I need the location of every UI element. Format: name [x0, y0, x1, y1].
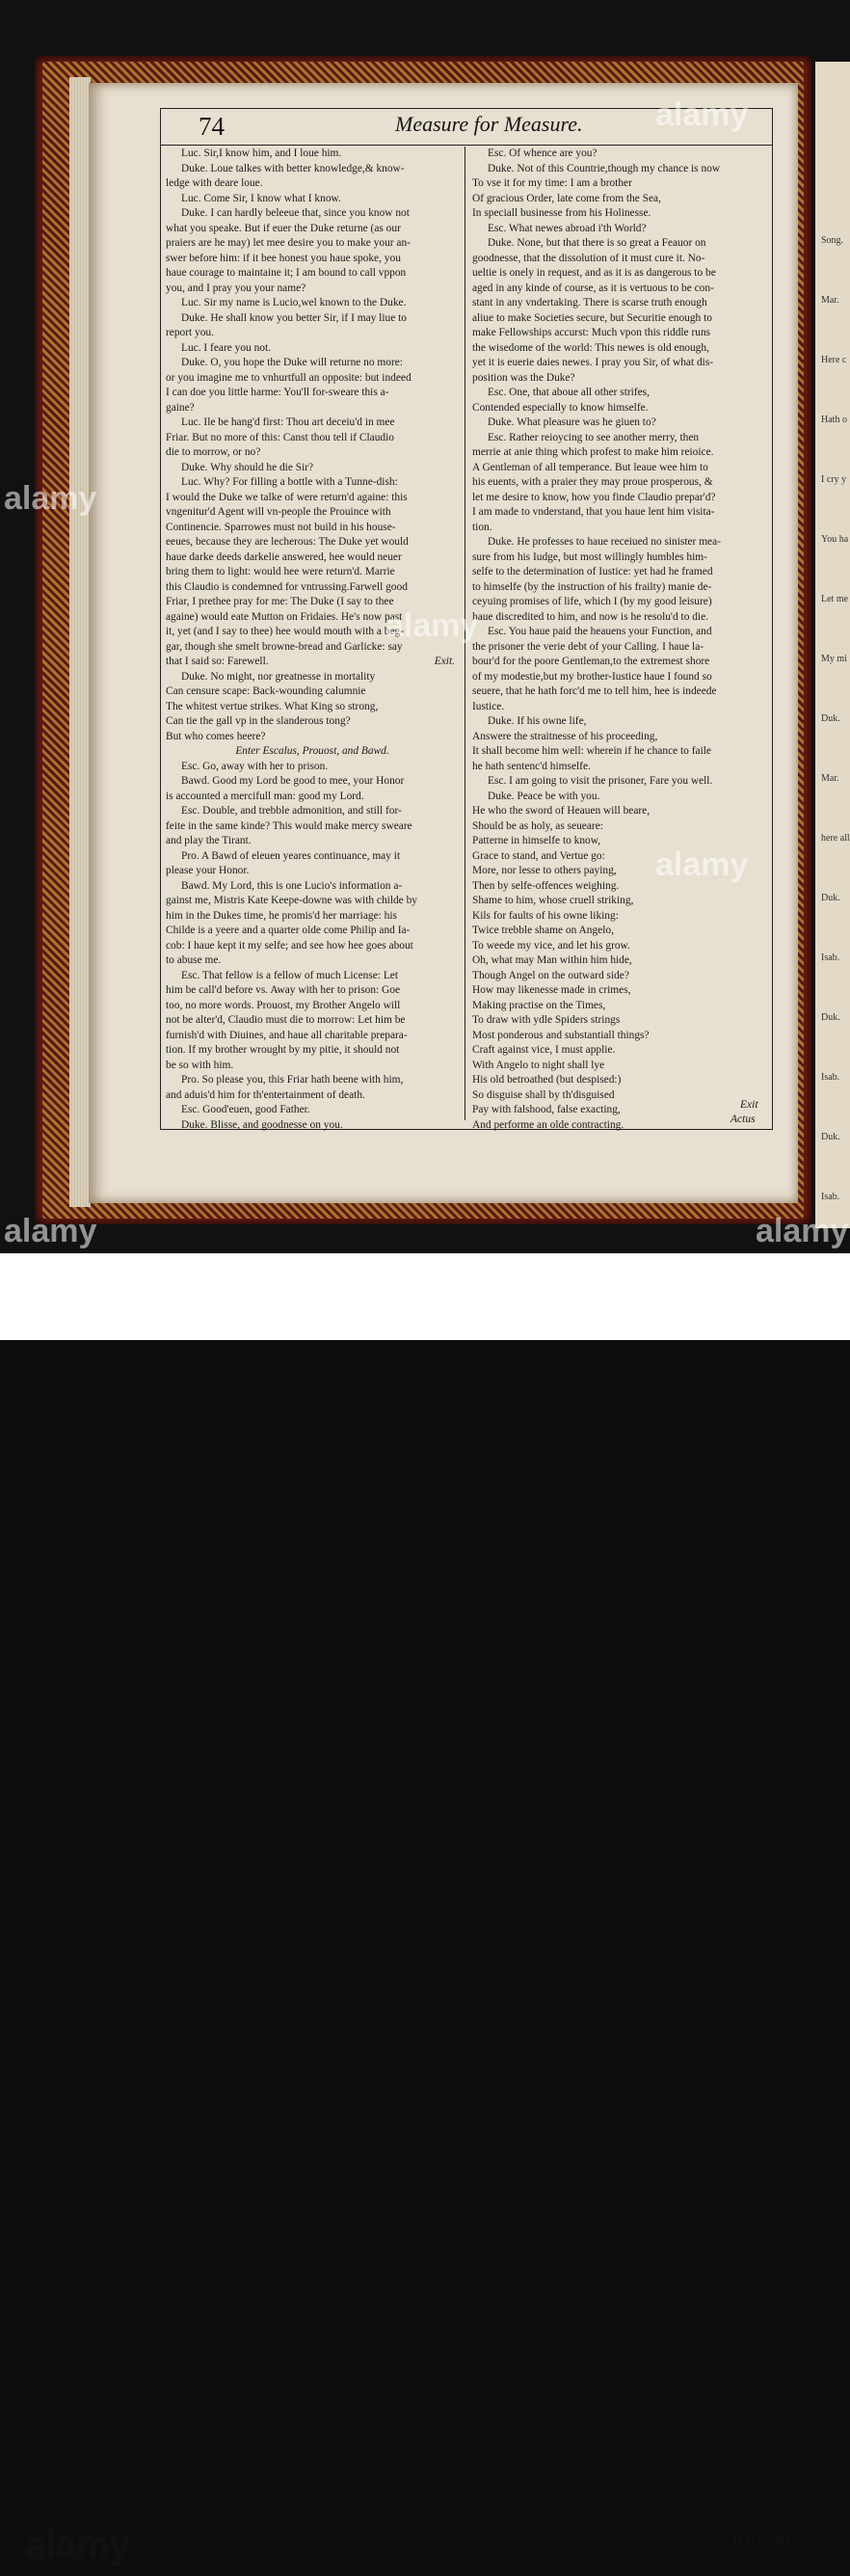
- text-line: Esc. Double, and trebble admonition, and still for-: [181, 805, 402, 817]
- text-line: The whitest vertue strikes. What King so strong,: [166, 700, 379, 712]
- text-line: To draw with ydle Spiders strings: [472, 1014, 621, 1026]
- exit-direction: Exit: [740, 1099, 758, 1111]
- text-line: and aduis'd him for th'entertainment of death.: [166, 1088, 365, 1101]
- text-line: gar, though she smelt browne-bread and Garlicke: say: [166, 640, 403, 653]
- text-line: haue courage to maintaine it; I am bound to call vppon: [166, 267, 407, 279]
- text-line: Friar, I prethee pray for me: The Duke (I say to thee: [166, 596, 394, 607]
- text-line: ueltie is onely in request, and as it is as dangerous to be: [472, 267, 716, 279]
- text-line: How may likenesse made in crimes,: [472, 984, 631, 996]
- text-line: Esc. Rather reioycing to see another merry, then: [488, 431, 700, 443]
- facing-page-word: Let me: [821, 594, 849, 604]
- facing-page-word: My mi: [821, 654, 847, 664]
- text-line: So disguise shall by th'disguised: [472, 1088, 615, 1101]
- watermark-bottom-far-right: alamy: [756, 1213, 849, 1249]
- text-line: Esc. What newes abroad i'th World?: [488, 222, 647, 234]
- text-line: Duke. Loue talkes with better knowledge,& know-: [181, 162, 405, 174]
- text-line: what you speake. But if euer the Duke returne (as our: [166, 222, 401, 234]
- text-line: to himselfe (by the instruction of his frailty) manie de-: [472, 580, 712, 593]
- text-line: eeues, because they are lecherous: The Duke yet would: [166, 536, 409, 548]
- text-line: not be alter'd, Claudio must die to morrow: Let him be: [166, 1014, 406, 1026]
- text-line: He who the sword of Heauen will beare,: [472, 805, 651, 817]
- text-line: him be call'd before vs. Away with her to prison: Goe: [166, 984, 401, 996]
- watermark-center: alamy: [385, 607, 479, 644]
- text-line: bring them to light: would hee were return'd. Marrie: [166, 566, 395, 577]
- text-line: Luc. Ile be hang'd first: Thou art deceiu'd in mee: [181, 416, 395, 428]
- text-line: Iustice.: [472, 700, 505, 712]
- watermark-bottom-left: alamy: [4, 1213, 97, 1249]
- catchword: Actus: [730, 1114, 756, 1125]
- text-line: Bawd. Good my Lord be good to mee, your Honor: [181, 775, 405, 787]
- text-line: cob: I haue kept it my selfe; and see how hee goes about: [166, 939, 413, 952]
- text-line: Luc. Sir my name is Lucio,wel known to the Duke.: [181, 297, 407, 309]
- text-line: and play the Tirant.: [166, 835, 252, 846]
- text-line: Luc. Sir,I know him, and I loue him.: [181, 148, 342, 159]
- text-line: bour'd for the poore Gentleman,to the extremest shore: [472, 656, 710, 667]
- text-line: Childe is a yeere and a quarter olde come Philip and Ia-: [166, 925, 411, 936]
- text-line: vngenitur'd Agent will vn-people the Prouince with: [166, 506, 391, 518]
- text-line: Answere the straitnesse of his proceeding,: [472, 730, 658, 742]
- text-line: Duke. If his owne life,: [488, 715, 587, 727]
- text-line: aliue to make Societies secure, but Securitie enough to: [472, 311, 712, 324]
- text-line: I can doe you little harme: You'll for-sweare this a-: [166, 387, 389, 398]
- text-line: Friar. But no more of this: Canst thou tell if Claudio: [166, 431, 394, 443]
- text-line: gainst me, Mistris Kate Keepe-downe was with childe by: [166, 895, 417, 906]
- text-line: His old betroathed (but despised:): [472, 1074, 622, 1086]
- text-line: Duke. He professes to haue receiued no sinister mea-: [488, 536, 721, 548]
- text-line: yet it is euerie daies newes. I pray you Sir, of what dis-: [472, 357, 714, 368]
- text-line: Then by selfe-offences weighing.: [472, 879, 620, 892]
- text-line: Luc. Come Sir, I know what I know.: [181, 192, 341, 204]
- facing-page-word: Duk.: [821, 893, 840, 903]
- facing-page-word: I cry y: [821, 474, 847, 485]
- text-line: gaine?: [166, 401, 195, 414]
- text-line: I would the Duke we talke of were return'd againe: this: [166, 491, 408, 503]
- text-line: Esc. You haue paid the heauens your Function, and: [488, 626, 712, 637]
- text-line: him in the Dukes time, he promis'd her marriage: his: [166, 909, 397, 922]
- right-column: [472, 147, 767, 1133]
- text-line: you, and I pray you your name?: [166, 282, 306, 294]
- text-line: he hath sentenc'd himselfe.: [472, 760, 591, 772]
- site-url: www.alamy.com: [660, 2562, 750, 2576]
- text-line: of my modestie,but my brother-Iustice haue I found so: [472, 670, 712, 683]
- text-line: To weede my vice, and let his grow.: [472, 939, 630, 952]
- text-line: Though Angel on the outward side?: [472, 969, 629, 981]
- text-line: the prisoner the verie debt of your Calling. I haue la-: [472, 640, 704, 653]
- facing-page-word: Duk.: [821, 713, 840, 724]
- text-line: againe) would eate Mutton on Fridaies. He's now past: [166, 610, 403, 623]
- text-line: Esc. Go, away with her to prison.: [181, 760, 329, 772]
- watermark-left: alamy: [4, 480, 97, 517]
- text-line: Making practise on the Times,: [472, 999, 606, 1011]
- facing-page-word: Duk.: [821, 1012, 840, 1023]
- text-line: Shame to him, whose cruell striking,: [472, 895, 634, 906]
- text-line: that I said so: Farewell.: [166, 656, 269, 667]
- text-line: this Claudio is condemned for vntrussing.Farwell good: [166, 580, 408, 593]
- text-line: report you.: [166, 327, 214, 338]
- text-line: Craft against vice, I must applie.: [472, 1044, 616, 1056]
- text-line: More, nor lesse to others paying,: [472, 865, 617, 876]
- facing-page-word: Isab.: [821, 1192, 840, 1202]
- text-line: haue darke deeds darkelie answered, hee would neuer: [166, 550, 402, 563]
- facing-page-word: Hath o: [821, 415, 847, 425]
- text-line: aged in any kinde of course, as it is vertuous to be con-: [472, 282, 714, 294]
- text-line: Pro. A Bawd of eleuen yeares continuance, may it: [181, 849, 401, 862]
- facing-page: [815, 62, 850, 1228]
- text-line: Grace to stand, and Vertue go:: [472, 849, 605, 862]
- text-line: Oh, what may Man within him hide,: [472, 954, 632, 966]
- text-line: tion. If my brother wrought by my pitie, it should not: [166, 1044, 400, 1056]
- stock-image-id: JH9KAE: [729, 2531, 798, 2551]
- text-line: Twice trebble shame on Angelo,: [472, 925, 614, 936]
- facing-page-word: Mar.: [821, 295, 839, 306]
- watermark-bottom-right: alamy: [655, 846, 749, 883]
- text-line: ledge with deare loue.: [166, 177, 263, 189]
- text-line: his euents, with a praier they may proue prosperous, &: [472, 476, 713, 488]
- exit-direction: Exit.: [434, 656, 455, 667]
- text-line: Esc. Good'euen, good Father.: [181, 1104, 310, 1115]
- text-line: Duke. Why should he die Sir?: [181, 461, 314, 473]
- text-line: is accounted a mercifull man: good my Lord.: [166, 790, 364, 802]
- facing-page-word: here all: [821, 833, 850, 844]
- text-line: Can tie the gall vp in the slanderous tong?: [166, 715, 351, 727]
- text-line: seuere, that he hath forc'd me to tell him, hee is indeede: [472, 685, 717, 697]
- text-line: selfe to the determination of Iustice: yet had he framed: [472, 566, 713, 577]
- facing-page-word: Here c: [821, 355, 847, 365]
- text-line: It shall become him well: wherein if he chance to faile: [472, 745, 711, 757]
- book-photograph: [0, 0, 850, 1253]
- text-line: Duke. Not of this Countrie,though my chance is now: [488, 162, 721, 174]
- text-line: furnish'd with Diuines, and haue all charitable prepara-: [166, 1029, 408, 1041]
- text-line: Esc. One, that aboue all other strifes,: [488, 387, 650, 398]
- text-line: please your Honor.: [166, 865, 250, 876]
- text-line: swer before him: if it bee honest you haue spoke, you: [166, 252, 401, 264]
- text-line: Duke. Peace be with you.: [488, 790, 600, 802]
- text-line: sure from his Iudge, but most willingly humbles him-: [472, 550, 707, 563]
- text-line: Luc. I feare you not.: [181, 341, 271, 354]
- text-line: I am made to vnderstand, that you haue lent him visita-: [472, 506, 715, 518]
- text-line: Luc. Why? For filling a bottle with a Tunne-dish:: [181, 476, 398, 488]
- text-line: Duke. Blisse, and goodnesse on you.: [181, 1118, 343, 1131]
- facing-page-word: You ha: [821, 534, 849, 545]
- text-line: Bawd. My Lord, this is one Lucio's information a-: [181, 879, 403, 892]
- text-line: Patterne in himselfe to know,: [472, 835, 601, 846]
- facing-page-word: Mar.: [821, 773, 839, 784]
- text-line: And performe an olde contracting.: [472, 1118, 624, 1131]
- page-edges: [69, 77, 91, 1207]
- text-line: Kils for faults of his owne liking:: [472, 909, 619, 922]
- text-line: Duke. I can hardly beleeue that, since you know not: [181, 207, 410, 219]
- text-line: be so with him.: [166, 1059, 234, 1071]
- facing-page-word: Isab.: [821, 953, 840, 963]
- text-line: Duke. He shall know you better Sir, if I may liue to: [181, 311, 407, 324]
- text-line: Pay with falshood, false exacting,: [472, 1104, 621, 1115]
- text-line: A Gentleman of all temperance. But leaue wee him to: [472, 461, 708, 473]
- text-line: tion.: [472, 521, 492, 533]
- text-line: ceyuing promises of life, which I (by my good leisure): [472, 596, 712, 607]
- facing-page-word: Song.: [821, 235, 844, 246]
- text-line: Contended especially to know himselfe.: [472, 401, 649, 414]
- facing-page-word: Isab.: [821, 1072, 840, 1083]
- text-line: Duke. O, you hope the Duke will returne no more:: [181, 357, 403, 368]
- text-line: stant in any vndertaking. There is scarse truth enough: [472, 297, 707, 309]
- text-line: Most ponderous and substantiall things?: [472, 1029, 650, 1041]
- text-line: Enter Escalus, Prouost, and Bawd.: [235, 745, 389, 757]
- text-line: Esc. I am going to visit the prisoner, Fare you well.: [488, 775, 713, 787]
- text-line: goodnesse, that the dissolution of it must cure it. No-: [472, 252, 705, 264]
- text-line: to abuse me.: [166, 954, 222, 966]
- alamy-logo: alamy: [25, 2524, 130, 2566]
- text-line: Esc. Of whence are you?: [488, 148, 598, 159]
- page-number: 74: [199, 112, 225, 141]
- text-line: let me desire to know, how you finde Claudio prepar'd?: [472, 491, 716, 503]
- text-line: Continencie. Sparrowes must not build in his house-: [166, 521, 396, 533]
- text-line: Pro. So please you, this Friar hath beene with him,: [181, 1074, 404, 1086]
- text-line: With Angelo to night shall lye: [472, 1059, 605, 1071]
- text-line: or you imagine me to vnhurtfull an opposite: but indeed: [166, 371, 412, 384]
- text-line: die to morrow, or no?: [166, 446, 261, 458]
- text-line: Duke. What pleasure was he giuen to?: [488, 416, 656, 428]
- running-title: Measure for Measure.: [395, 112, 583, 136]
- text-line: feite in the same kinde? This would make mercy sweare: [166, 819, 412, 832]
- text-line: Can censure scape: Back-wounding calumnie: [166, 685, 366, 697]
- watermark-top-right: alamy: [655, 96, 749, 133]
- text-line: Duke. None, but that there is so great a Feauor on: [488, 237, 706, 249]
- text-line: merrie at anie thing which profest to make him reioice.: [472, 446, 714, 458]
- text-line: Should be as holy, as seueare:: [472, 819, 603, 832]
- text-line: too, no more words. Prouost, my Brother Angelo will: [166, 999, 401, 1011]
- header-rule: [160, 145, 773, 146]
- facing-page-word: Duk.: [821, 1132, 840, 1142]
- text-line: To vse it for my time: I am a brother: [472, 177, 632, 189]
- text-line: Of gracious Order, late come from the Sea,: [472, 192, 661, 204]
- text-line: Esc. That fellow is a fellow of much License: Let: [181, 969, 398, 981]
- text-line: In speciall businesse from his Holinesse.: [472, 207, 651, 219]
- text-line: Duke. No might, nor greatnesse in mortality: [181, 670, 376, 683]
- text-line: praiers are he may) let mee desire you to make your an-: [166, 237, 411, 249]
- text-line: make Fellowships accurst: Much vpon this riddle runs: [472, 327, 711, 338]
- text-line: haue discredited to him, and now is he resolu'd to die.: [472, 610, 708, 623]
- text-line: the wisedome of the world: This newes is old enough,: [472, 341, 709, 354]
- text-line: position was the Duke?: [472, 371, 575, 384]
- stock-footer: [0, 1253, 850, 2576]
- text-line: it, yet (and I say to thee) hee would mouth with a beg-: [166, 626, 405, 637]
- text-line: But who comes heere?: [166, 730, 266, 742]
